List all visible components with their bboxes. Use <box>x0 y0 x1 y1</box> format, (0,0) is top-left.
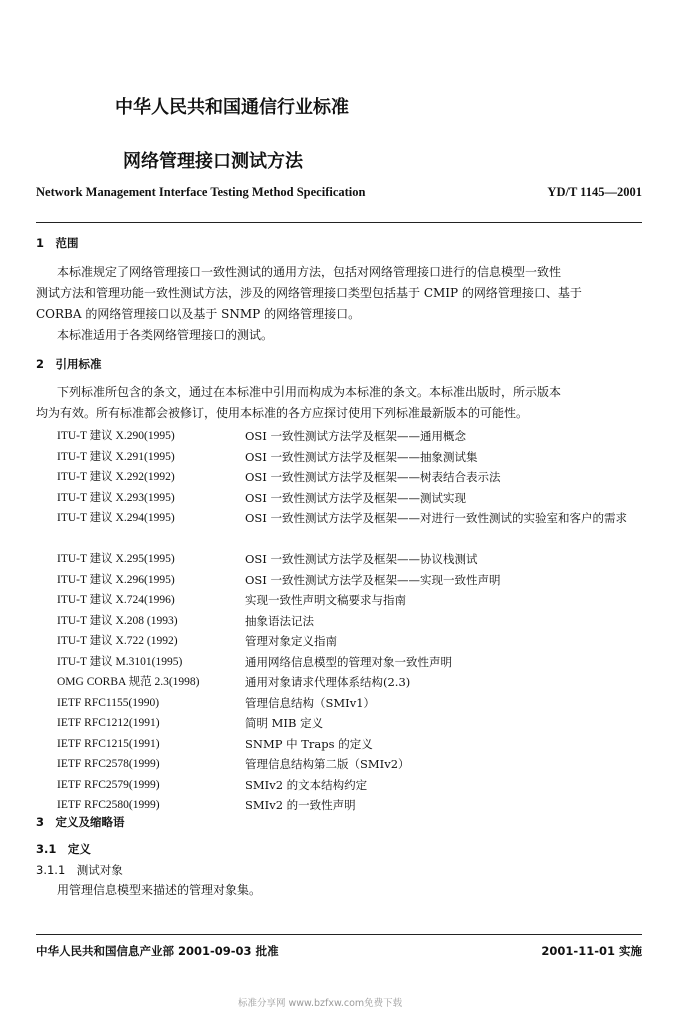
reference-title: 管理信息结构第二版（SMIv2） <box>245 757 410 771</box>
reference-id: ITU-T 建议 X.295(1995) <box>57 553 175 565</box>
section-1-line-1: 本标准规定了网络管理接口一致性测试的通用方法，包括对网络管理接口进行的信息模型一致性 <box>57 265 562 279</box>
reference-row <box>57 426 647 447</box>
reference-row <box>57 775 647 796</box>
reference-title: 抽象语法记法 <box>245 613 314 628</box>
reference-id: OMG CORBA 规范 2.3(1998) <box>57 676 200 688</box>
section-2-line-1: 下列标准所包含的条文，通过在本标准中引用而构成为本标准的条文。本标准出版时，所示版本 <box>57 385 562 399</box>
section-3-heading: 3 定义及缩略语 <box>36 815 125 829</box>
reference-row <box>57 672 647 693</box>
section-1-heading: 1 范围 <box>36 236 79 250</box>
reference-id: ITU-T 建议 X.724(1996) <box>57 594 175 606</box>
section-1-scope-line: 本标准适用于各类网络管理接口的测试。 <box>57 328 274 342</box>
reference-title: OSI 一致性测试方法学及框架——实现一致性声明 <box>245 572 501 587</box>
reference-id: IETF RFC1212(1991) <box>57 717 160 729</box>
section-3-1-1-heading: 3.1.1 测试对象 <box>36 863 123 877</box>
reference-title: 管理信息结构（SMIv1） <box>245 695 376 710</box>
reference-id: IETF RFC1215(1991) <box>57 737 160 750</box>
reference-id: ITU-T 建议 M.3101(1995) <box>57 655 183 668</box>
document-title-en: Network Management Interface Testing Method Specification <box>36 185 366 199</box>
reference-title: OSI 一致性测试方法学及框架——抽象测试集 <box>245 449 478 464</box>
reference-row <box>57 447 647 468</box>
section-2-heading: 2 引用标准 <box>36 357 102 371</box>
implementation-date: 2001-11-01 实施 <box>541 944 642 958</box>
reference-row <box>57 795 647 816</box>
reference-row <box>57 693 647 714</box>
reference-row <box>57 611 647 632</box>
reference-title: 简明 MIB 定义 <box>245 716 324 730</box>
reference-title: OSI 一致性测试方法学及框架——对进行一致性测试的实验室和客户的需求 <box>245 511 628 525</box>
reference-title: SNMP 中 Traps 的定义 <box>245 736 373 751</box>
reference-list <box>57 426 647 816</box>
reference-id: IETF RFC2579(1999) <box>57 778 160 791</box>
reference-row <box>57 508 647 549</box>
reference-row <box>57 590 647 611</box>
reference-row <box>57 754 647 775</box>
reference-title: 实现一致性声明文稿要求与指南 <box>245 593 406 607</box>
reference-row <box>57 713 647 734</box>
reference-id: IETF RFC1155(1990) <box>57 696 160 709</box>
reference-id: ITU-T 建议 X.722 (1992) <box>57 635 178 647</box>
reference-id: ITU-T 建议 X.291(1995) <box>57 450 175 463</box>
reference-row <box>57 488 647 509</box>
section-1-line-3: CORBA 的网络管理接口以及基于 SNMP 的网络管理接口。 <box>36 307 361 321</box>
watermark-text: 标准分享网 www.bzfxw.com免费下载 <box>238 998 403 1009</box>
reference-title: OSI 一致性测试方法学及框架——协议栈测试 <box>245 552 478 566</box>
section-3-1-1-text: 用管理信息模型来描述的管理对象集。 <box>57 883 262 897</box>
reference-id: ITU-T 建议 X.293(1995) <box>57 491 175 504</box>
section-2-line-2: 均为有效。所有标准都会被修订，使用本标准的各方应探讨使用下列标准最新版本的可能性。 <box>36 406 529 420</box>
document-title-cn: 网络管理接口测试方法 <box>123 151 303 172</box>
reference-id: ITU-T 建议 X.296(1995) <box>57 573 175 586</box>
reference-title: SMIv2 的一致性声明 <box>245 798 356 812</box>
reference-id: IETF RFC2580(1999) <box>57 799 160 811</box>
reference-id: ITU-T 建议 X.294(1995) <box>57 512 175 524</box>
reference-title: 管理对象定义指南 <box>245 634 337 648</box>
reference-title: OSI 一致性测试方法学及框架——通用概念 <box>245 429 467 443</box>
reference-id: ITU-T 建议 X.292(1992) <box>57 471 175 483</box>
reference-title: SMIv2 的文本结构约定 <box>245 777 368 792</box>
reference-title: 通用对象请求代理体系结构(2.3) <box>245 675 411 689</box>
reference-row <box>57 549 647 570</box>
section-1-line-2: 测试方法和管理功能一致性测试方法，涉及的网络管理接口类型包括基于 CMIP 的网络管理接口、基于 <box>36 286 582 300</box>
reference-row <box>57 734 647 755</box>
reference-row <box>57 631 647 652</box>
approval-date: 中华人民共和国信息产业部 2001-09-03 批准 <box>36 944 279 958</box>
reference-id: ITU-T 建议 X.290(1995) <box>57 430 175 442</box>
footer-divider <box>36 934 642 935</box>
reference-id: ITU-T 建议 X.208 (1993) <box>57 614 178 627</box>
reference-row <box>57 652 647 673</box>
section-3-1-heading: 3.1 定义 <box>36 842 91 856</box>
reference-title: OSI 一致性测试方法学及框架——测试实现 <box>245 490 467 505</box>
reference-title: OSI 一致性测试方法学及框架——树表结合表示法 <box>245 470 501 484</box>
reference-id: IETF RFC2578(1999) <box>57 758 160 770</box>
standard-code: YD/T 1145—2001 <box>547 185 642 199</box>
reference-row <box>57 570 647 591</box>
reference-row <box>57 467 647 488</box>
header-divider <box>36 222 642 223</box>
reference-title: 通用网络信息模型的管理对象一致性声明 <box>245 654 452 669</box>
standard-org-title: 中华人民共和国通信行业标准 <box>115 97 349 118</box>
